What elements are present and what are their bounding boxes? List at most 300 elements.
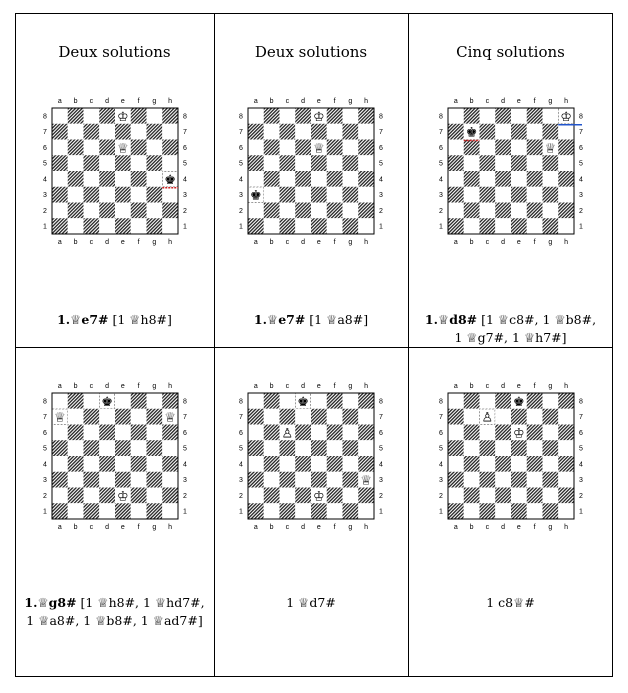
chess-piece: ♚ xyxy=(164,172,176,188)
light-square xyxy=(264,124,280,140)
light-square xyxy=(464,440,480,456)
dark-square xyxy=(68,456,84,472)
light-square xyxy=(84,425,100,441)
dark-square xyxy=(495,203,511,219)
file-label-top: d xyxy=(501,98,506,105)
light-square xyxy=(343,171,359,187)
light-square xyxy=(464,218,480,234)
light-square xyxy=(84,488,100,504)
file-label-top: a xyxy=(253,98,258,105)
dark-square xyxy=(495,108,511,124)
rank-label-right: 1 xyxy=(379,508,383,516)
caption-text: 1 xyxy=(286,595,299,610)
caption-text: e7# xyxy=(81,312,109,327)
dark-square xyxy=(248,124,264,140)
light-square xyxy=(511,456,527,472)
rank-label-right: 8 xyxy=(183,113,187,121)
caption-text: [1 xyxy=(477,312,498,327)
puzzle-cell xyxy=(408,13,613,347)
caption-text: h8#, 1 xyxy=(108,595,155,610)
light-square xyxy=(131,472,147,488)
rank-label-left: 8 xyxy=(439,398,443,406)
file-label-bottom: g xyxy=(348,239,353,246)
caption-text: h8#] xyxy=(140,312,172,327)
dark-square xyxy=(358,456,374,472)
queen-icon: ♕ xyxy=(37,595,49,610)
caption-text: e7# xyxy=(278,312,306,327)
dark-square xyxy=(84,472,100,488)
light-square xyxy=(131,124,147,140)
light-square xyxy=(147,393,163,409)
light-square xyxy=(327,440,343,456)
dark-square xyxy=(527,203,543,219)
light-square xyxy=(68,187,84,203)
chess-piece: ♕ xyxy=(164,410,176,426)
light-square xyxy=(495,409,511,425)
caption-text: 1. xyxy=(424,312,438,327)
light-square xyxy=(84,456,100,472)
file-label-bottom: e xyxy=(316,239,321,246)
light-square xyxy=(495,472,511,488)
dark-square xyxy=(68,425,84,441)
file-label-bottom: g xyxy=(548,524,553,531)
dark-square xyxy=(147,155,163,171)
dark-square xyxy=(464,108,480,124)
solution-caption xyxy=(222,594,400,612)
dark-square xyxy=(52,155,68,171)
dark-square xyxy=(558,425,574,441)
dark-square xyxy=(343,187,359,203)
light-square xyxy=(495,155,511,171)
rank-label-right: 2 xyxy=(379,207,383,215)
dark-square xyxy=(527,488,543,504)
dark-square xyxy=(295,425,311,441)
rank-label-right: 8 xyxy=(579,398,583,406)
rank-label-right: 3 xyxy=(183,192,187,200)
dark-square xyxy=(280,124,296,140)
dark-square xyxy=(311,503,327,519)
dark-square xyxy=(448,440,464,456)
file-label-top: e xyxy=(316,383,321,390)
caption-text: hd7#, xyxy=(166,595,205,610)
queen-icon: ♕ xyxy=(523,330,536,345)
dark-square xyxy=(327,171,343,187)
rank-label-right: 5 xyxy=(379,445,383,453)
file-label-top: d xyxy=(301,98,306,105)
dark-square xyxy=(295,203,311,219)
light-square xyxy=(448,425,464,441)
dark-square xyxy=(248,218,264,234)
chess-piece: ♙ xyxy=(481,410,494,426)
queen-icon: ♕ xyxy=(513,595,525,610)
file-label-bottom: f xyxy=(333,239,336,246)
file-label-top: g xyxy=(152,98,157,105)
dark-square xyxy=(280,187,296,203)
light-square xyxy=(52,203,68,219)
dark-square xyxy=(464,393,480,409)
light-square xyxy=(358,440,374,456)
file-label-bottom: c xyxy=(285,239,290,246)
puzzle-cell xyxy=(214,347,408,677)
light-square xyxy=(511,488,527,504)
caption-text: a8#, 1 xyxy=(49,613,96,628)
light-square xyxy=(543,108,559,124)
dark-square xyxy=(511,218,527,234)
light-square xyxy=(527,503,543,519)
dark-square xyxy=(358,203,374,219)
light-square xyxy=(280,108,296,124)
chess-piece: ♕ xyxy=(54,410,66,426)
file-label-top: e xyxy=(516,98,521,105)
light-square xyxy=(68,155,84,171)
dark-square xyxy=(511,155,527,171)
light-square xyxy=(495,124,511,140)
light-square xyxy=(99,124,115,140)
dark-square xyxy=(327,108,343,124)
dark-square xyxy=(480,124,496,140)
light-square xyxy=(558,218,574,234)
caption-text: 1 xyxy=(454,330,467,345)
caption-text: 1. xyxy=(57,312,71,327)
rank-label-right: 1 xyxy=(183,508,187,516)
file-label-bottom: f xyxy=(333,524,336,531)
dark-square xyxy=(311,472,327,488)
dark-square xyxy=(343,124,359,140)
dark-square xyxy=(327,425,343,441)
file-label-top: f xyxy=(533,383,536,390)
caption-text: d8# xyxy=(449,312,478,327)
dark-square xyxy=(99,171,115,187)
rank-label-right: 6 xyxy=(579,429,583,437)
dark-square xyxy=(511,503,527,519)
file-label-bottom: f xyxy=(137,239,140,246)
rank-label-left: 7 xyxy=(43,129,47,137)
rank-label-right: 6 xyxy=(379,429,383,437)
dark-square xyxy=(527,425,543,441)
dark-square xyxy=(543,409,559,425)
file-label-bottom: b xyxy=(73,524,78,531)
dark-square xyxy=(264,171,280,187)
light-square xyxy=(248,108,264,124)
file-label-bottom: h xyxy=(168,239,173,246)
dark-square xyxy=(147,218,163,234)
dark-square xyxy=(162,203,178,219)
light-square xyxy=(52,393,68,409)
light-square xyxy=(543,488,559,504)
dark-square xyxy=(248,409,264,425)
light-square xyxy=(480,488,496,504)
dark-square xyxy=(511,124,527,140)
dark-square xyxy=(527,171,543,187)
queen-icon: ♕ xyxy=(298,595,310,610)
dark-square xyxy=(248,472,264,488)
dark-square xyxy=(558,488,574,504)
light-square xyxy=(280,171,296,187)
rank-label-right: 5 xyxy=(579,160,583,168)
dark-square xyxy=(52,472,68,488)
light-square xyxy=(99,155,115,171)
light-square xyxy=(68,218,84,234)
dark-square xyxy=(464,203,480,219)
light-square xyxy=(480,108,496,124)
file-label-bottom: d xyxy=(105,239,110,246)
dark-square xyxy=(543,218,559,234)
caption-text: h7#] xyxy=(535,330,567,345)
light-square xyxy=(343,140,359,156)
solution-caption xyxy=(23,594,206,630)
rank-label-left: 1 xyxy=(239,223,243,231)
queen-icon: ♕ xyxy=(95,613,107,628)
file-label-top: h xyxy=(168,383,173,390)
light-square xyxy=(84,108,100,124)
light-square xyxy=(264,409,280,425)
dark-square xyxy=(327,488,343,504)
rank-label-right: 6 xyxy=(379,144,383,152)
light-square xyxy=(264,155,280,171)
dark-square xyxy=(162,393,178,409)
chess-piece: ♔ xyxy=(313,489,325,505)
dark-square xyxy=(99,456,115,472)
dark-square xyxy=(358,393,374,409)
chess-board xyxy=(434,379,588,533)
light-square xyxy=(448,488,464,504)
light-square xyxy=(280,393,296,409)
rank-label-left: 3 xyxy=(239,192,243,200)
rank-label-right: 3 xyxy=(579,477,583,485)
file-label-bottom: d xyxy=(501,239,506,246)
dark-square xyxy=(99,425,115,441)
file-label-bottom: h xyxy=(564,239,569,246)
chess-piece: ♔ xyxy=(513,426,525,442)
rank-label-left: 1 xyxy=(43,508,47,516)
dark-square xyxy=(295,488,311,504)
dark-square xyxy=(448,155,464,171)
dark-square xyxy=(327,140,343,156)
dark-square xyxy=(162,456,178,472)
rank-label-right: 5 xyxy=(183,445,187,453)
dark-square xyxy=(131,488,147,504)
rank-label-left: 7 xyxy=(239,414,243,422)
caption-text: d7# xyxy=(309,595,336,610)
file-label-bottom: c xyxy=(285,524,290,531)
light-square xyxy=(162,187,178,203)
dark-square xyxy=(115,187,131,203)
rank-label-right: 1 xyxy=(579,508,583,516)
rank-label-right: 4 xyxy=(379,176,383,184)
file-label-top: e xyxy=(516,383,521,390)
light-square xyxy=(527,218,543,234)
dark-square xyxy=(527,456,543,472)
dark-square xyxy=(115,155,131,171)
light-square xyxy=(68,440,84,456)
puzzle-cell xyxy=(214,13,408,347)
light-square xyxy=(527,409,543,425)
rank-label-left: 8 xyxy=(239,113,243,121)
light-square xyxy=(558,187,574,203)
dark-square xyxy=(311,124,327,140)
file-label-top: f xyxy=(533,98,536,105)
light-square xyxy=(52,108,68,124)
rank-label-right: 6 xyxy=(579,144,583,152)
queen-icon: ♕ xyxy=(554,312,566,327)
light-square xyxy=(343,393,359,409)
file-label-top: e xyxy=(120,98,125,105)
light-square xyxy=(147,488,163,504)
light-square xyxy=(131,187,147,203)
rank-label-left: 5 xyxy=(239,160,243,168)
rank-label-left: 5 xyxy=(239,445,243,453)
caption-text: [1 xyxy=(108,312,130,327)
chess-piece: ♕ xyxy=(313,141,325,157)
dark-square xyxy=(480,503,496,519)
file-label-bottom: g xyxy=(548,239,553,246)
file-label-top: h xyxy=(364,98,369,105)
rank-label-left: 4 xyxy=(239,461,243,469)
cell-title: Deux solutions xyxy=(58,43,171,61)
rank-label-right: 2 xyxy=(379,492,383,500)
rank-label-right: 3 xyxy=(579,192,583,200)
dark-square xyxy=(543,124,559,140)
dark-square xyxy=(147,187,163,203)
chess-board xyxy=(234,94,388,248)
dark-square xyxy=(52,440,68,456)
rank-label-right: 7 xyxy=(379,129,383,137)
light-square xyxy=(527,187,543,203)
dark-square xyxy=(480,155,496,171)
file-label-bottom: f xyxy=(533,524,536,531)
rank-label-right: 7 xyxy=(379,414,383,422)
light-square xyxy=(480,140,496,156)
dark-square xyxy=(84,503,100,519)
rank-label-right: 3 xyxy=(183,477,187,485)
chess-board xyxy=(38,379,192,533)
dark-square xyxy=(84,124,100,140)
file-label-top: a xyxy=(253,383,258,390)
chess-board xyxy=(234,379,388,533)
dark-square xyxy=(131,456,147,472)
light-square xyxy=(448,456,464,472)
file-label-bottom: h xyxy=(168,524,173,531)
rank-label-left: 4 xyxy=(439,176,443,184)
dark-square xyxy=(68,140,84,156)
chess-piece: ♔ xyxy=(313,109,325,125)
dark-square xyxy=(147,124,163,140)
rank-label-left: 3 xyxy=(43,192,47,200)
light-square xyxy=(527,155,543,171)
cell-title: Deux solutions xyxy=(254,43,368,61)
dark-square xyxy=(248,155,264,171)
rank-label-right: 7 xyxy=(579,414,583,422)
dark-square xyxy=(495,456,511,472)
file-label-top: f xyxy=(333,383,336,390)
dark-square xyxy=(115,440,131,456)
light-square xyxy=(147,140,163,156)
file-label-top: a xyxy=(57,98,62,105)
dark-square xyxy=(311,218,327,234)
dark-square xyxy=(343,218,359,234)
file-label-bottom: c xyxy=(485,239,490,246)
dark-square xyxy=(280,409,296,425)
light-square xyxy=(115,456,131,472)
file-label-top: a xyxy=(453,98,458,105)
rank-label-left: 1 xyxy=(239,508,243,516)
dark-square xyxy=(495,393,511,409)
rank-label-right: 4 xyxy=(183,461,187,469)
dark-square xyxy=(295,140,311,156)
dark-square xyxy=(68,203,84,219)
dark-square xyxy=(99,140,115,156)
file-label-bottom: b xyxy=(73,239,78,246)
queen-icon: ♕ xyxy=(497,312,510,327)
chess-piece: ♚ xyxy=(513,394,525,410)
light-square xyxy=(343,108,359,124)
light-square xyxy=(558,155,574,171)
queen-icon: ♕ xyxy=(266,312,279,327)
dark-square xyxy=(311,155,327,171)
light-square xyxy=(480,456,496,472)
dark-square xyxy=(162,488,178,504)
file-label-top: g xyxy=(548,383,553,390)
dark-square xyxy=(264,393,280,409)
file-label-top: h xyxy=(564,98,569,105)
light-square xyxy=(448,171,464,187)
dark-square xyxy=(527,108,543,124)
dark-square xyxy=(358,140,374,156)
light-square xyxy=(558,409,574,425)
dark-square xyxy=(495,488,511,504)
dark-square xyxy=(527,140,543,156)
dark-square xyxy=(248,440,264,456)
dark-square xyxy=(264,108,280,124)
light-square xyxy=(295,155,311,171)
rank-label-left: 7 xyxy=(239,129,243,137)
dark-square xyxy=(84,155,100,171)
dark-square xyxy=(358,108,374,124)
dark-square xyxy=(464,171,480,187)
light-square xyxy=(448,108,464,124)
file-label-bottom: e xyxy=(120,239,125,246)
file-label-top: g xyxy=(152,383,157,390)
dark-square xyxy=(52,503,68,519)
rank-label-left: 4 xyxy=(239,176,243,184)
light-square xyxy=(543,456,559,472)
dark-square xyxy=(464,140,480,156)
file-label-bottom: a xyxy=(253,239,258,246)
dark-square xyxy=(358,425,374,441)
dark-square xyxy=(115,124,131,140)
dark-square xyxy=(147,503,163,519)
light-square xyxy=(280,456,296,472)
chess-piece: ♚ xyxy=(101,394,113,410)
light-square xyxy=(327,409,343,425)
queen-icon: ♕ xyxy=(38,613,50,628)
light-square xyxy=(248,425,264,441)
light-square xyxy=(115,203,131,219)
light-square xyxy=(162,472,178,488)
light-square xyxy=(52,488,68,504)
light-square xyxy=(295,187,311,203)
light-square xyxy=(358,155,374,171)
caption-text: 1 c8 xyxy=(486,595,514,610)
dark-square xyxy=(464,425,480,441)
light-square xyxy=(448,203,464,219)
light-square xyxy=(99,409,115,425)
light-square xyxy=(543,203,559,219)
file-label-top: c xyxy=(485,98,490,105)
file-label-top: h xyxy=(364,383,369,390)
light-square xyxy=(68,503,84,519)
light-square xyxy=(280,488,296,504)
